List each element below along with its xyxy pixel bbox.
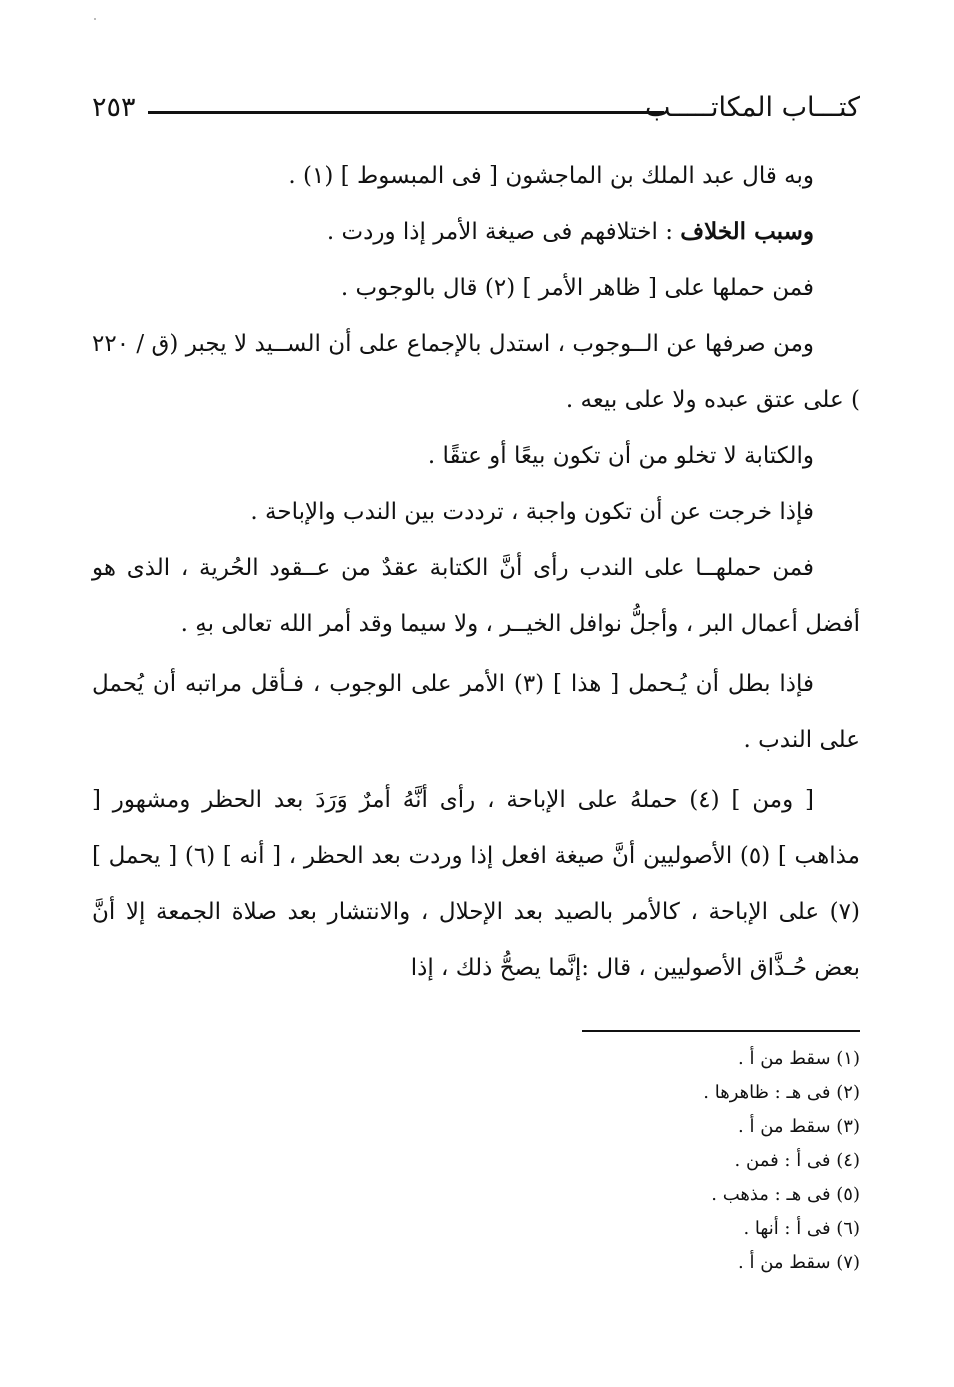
paragraph-2 (92, 204, 860, 260)
footnote: (٤) فى أ : فمن . (734, 1150, 860, 1171)
footnote: (١) سقط من أ . (738, 1048, 860, 1069)
paragraph-7 (92, 540, 860, 652)
paragraph-5 (92, 428, 860, 484)
paragraph-1 (92, 148, 860, 204)
scan-speck (94, 18, 96, 20)
page-number: ٢٥٣ (92, 92, 136, 123)
paragraph-5-text: والكتابة لا تخلو من أن تكون بيعًا أو عتقًا . (427, 443, 814, 469)
paragraph-3-text: فمن حملها على [ ظاهر الأمر ] (٢) قال بالوجوب . (340, 275, 814, 301)
page-header (92, 88, 860, 128)
footnotes (540, 1042, 860, 1280)
paragraph-3 (92, 260, 860, 316)
body-text (92, 148, 860, 996)
footnote: (٧) سقط من أ . (738, 1252, 860, 1273)
footnote: (٢) فى هـ : ظاهرها . (703, 1082, 860, 1103)
paragraph-6 (92, 484, 860, 540)
paragraph-2-text: : اختلافهم فى صيغة الأمر إذا وردت . (326, 219, 681, 245)
footnote-separator (582, 1030, 860, 1032)
paragraph-9-text: [ ومن ] (٤) حملهُ على الإباحة ، رأى أنَّهُ أمرٌ وَرَدَ بعد الحظر ومشهور [ مذاهب ] (٥) الأصوليين أنَّ صيغة افعل إذا وردت بعد الحظر ، [ أنه ] (٦) [ يحمل ] (٧) على الإباحة ، كالأمر بالصيد بعد الإحلال ، والانتشار بعد صلاة الجمعة إلا أنَّ بعض حُـذَّاق الأصوليين ، قال :إنَّما يصحُّ ذلك ، إذا (92, 787, 860, 981)
paragraph-2-term: وسبب الخلاف (680, 218, 814, 245)
running-title: كتـــاب المكاتـــــب (644, 92, 860, 123)
paragraph-8 (92, 656, 860, 768)
paragraph-8-text: فإذا بطل أن يُـحمل [ هذا ] (٣) الأمر على الوجوب ، فـأقل مراتبه أن يُحمل على الندب . (92, 671, 860, 753)
footnote: (٣) سقط من أ . (738, 1116, 860, 1137)
footnote: (٥) فى هـ : مذهب . (711, 1184, 860, 1205)
paragraph-6-text: فإذا خرجت عن أن تكون واجبة ، ترددت بين الندب والإباحة . (250, 499, 814, 525)
paragraph-4 (92, 316, 860, 428)
header-rule (148, 111, 664, 114)
paragraph-9 (92, 772, 860, 996)
paragraph-7-text: فمن حملهــا على الندب رأى أنَّ الكتابة عقدٌ من عــقود الحُرية ، الذى هو أفضل أعمال البر ، وأجلُّ نوافل الخيــر ، ولا سيما وقد أمر الله تعالى بهِ . (92, 555, 860, 637)
paragraph-4-text: ومن صرفها عن الــوجوب ، استدل بالإجماع على أن الســيد لا يجبر (ق / ٢٢٠ ) على عتق عبده ولا على بيعه . (92, 331, 860, 413)
paragraph-1-text: وبه قال عبد الملك بن الماجشون [ فى المبسوط ] (١) . (288, 163, 814, 189)
footnote: (٦) فى أ : أنها . (743, 1218, 860, 1239)
